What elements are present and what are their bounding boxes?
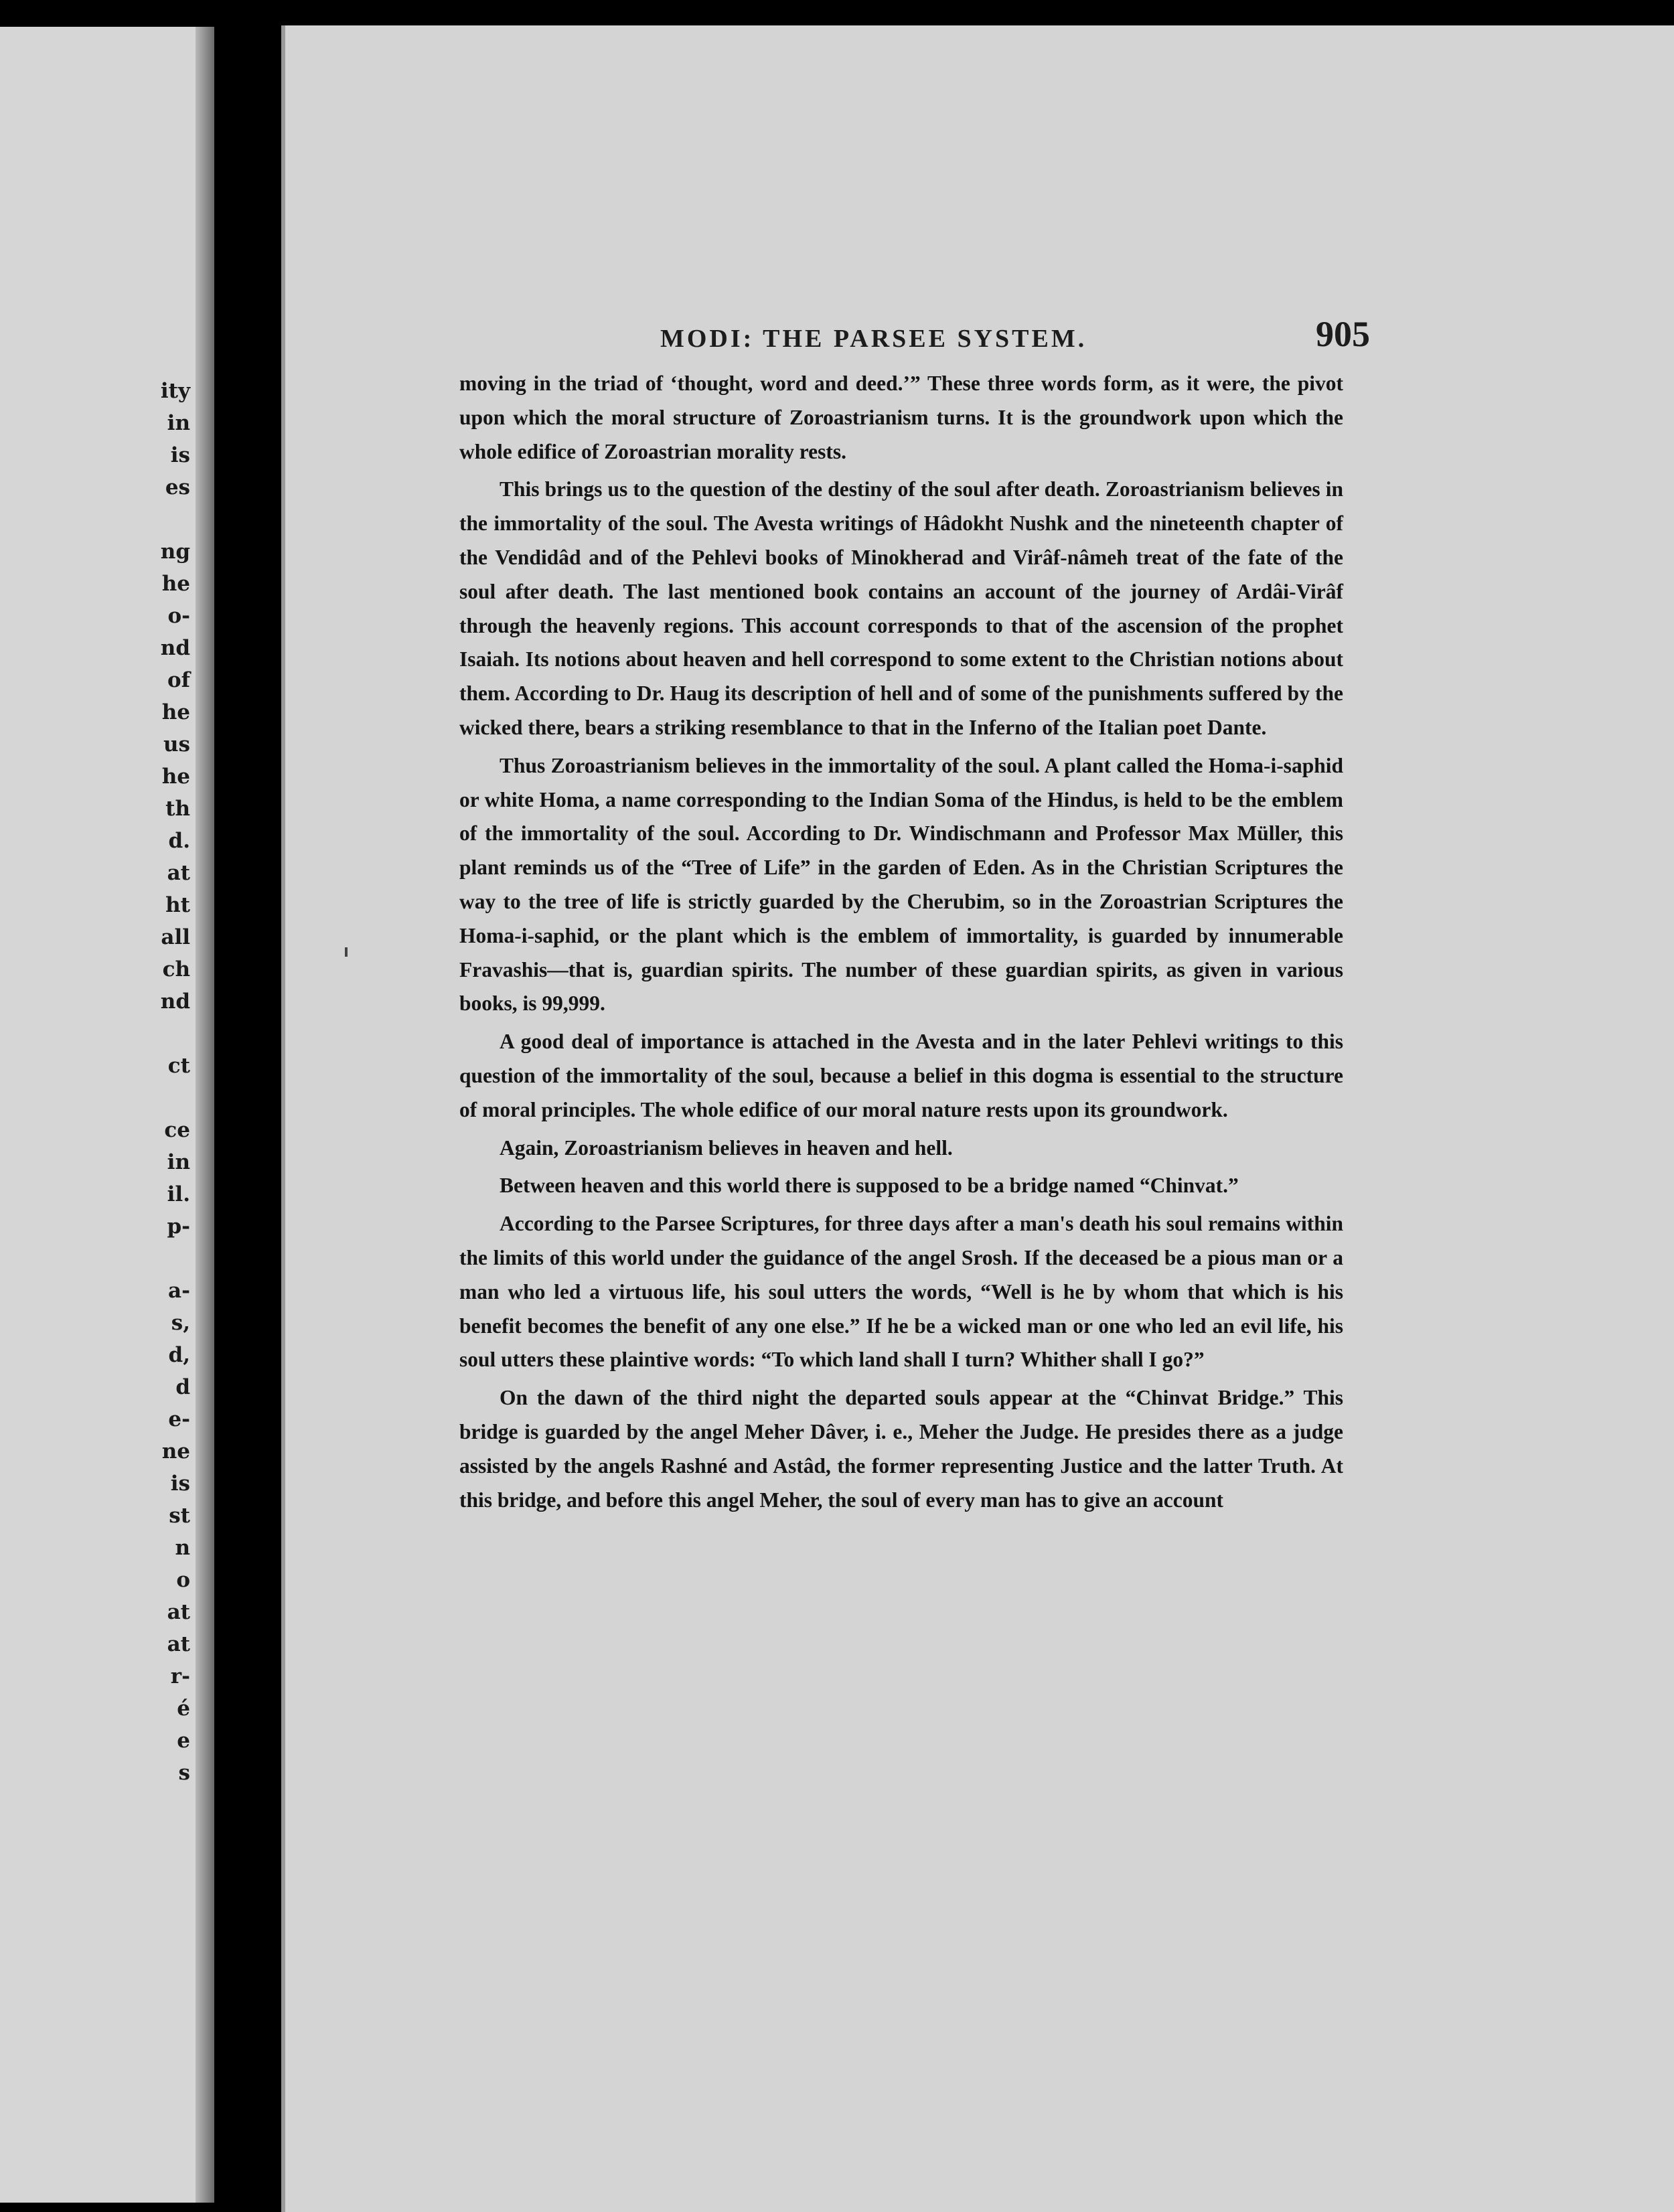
left-fragment: at: [167, 1600, 190, 1624]
paragraph-importance: A good deal of importance is attached in the Avesta and in the later Pehlevi writings to this question of the immortality of the soul, because a belief in this dogma is essential to the structure of moral principles. The whole edifice of our moral nature rests upon its groundwork.: [459, 1030, 1343, 1121]
left-fragment: he: [161, 700, 190, 724]
left-facing-page: [0, 27, 214, 2203]
left-fragment: ity: [160, 379, 190, 403]
left-fragment: e-: [168, 1407, 190, 1431]
paragraph-chinvat-bridge: On the dawn of the third night the departed souls appear at the “Chinvat Bridge.” This bridge is guarded by the angel Meher Dâver, i. e., Meher the Judge. He presides there as a judge assisted by the angels Rashné and Astâd, the former representing Justice and the latter Truth. At this bridge, and before this angel Meher, the soul of every man has to give an account: [459, 1386, 1343, 1512]
scan-speck: [345, 947, 348, 957]
left-fragment: ng: [160, 540, 190, 564]
left-fragment: in: [167, 1150, 190, 1174]
left-fragment: ch: [162, 957, 190, 981]
paragraph-heaven-hell: Again, Zoroastrianism believes in heaven and hell.: [500, 1135, 953, 1160]
paragraph-continuation: moving in the triad of ‘thought, word and deed.’” These three words form, as it were, the pivot upon which the moral structure of Zoroastrianism turns. It is the groundwork upon which the whole edifice of Zoroastrian morality rests.: [459, 372, 1343, 463]
left-fragment: e: [177, 1729, 190, 1753]
left-fragment: a-: [168, 1279, 190, 1303]
left-fragment: ht: [165, 893, 190, 917]
left-fragment: p-: [167, 1214, 190, 1239]
left-fragment: all: [161, 925, 190, 949]
left-fragment: n: [175, 1536, 190, 1560]
right-page: [281, 25, 1674, 2212]
left-fragment: o: [176, 1568, 190, 1592]
left-fragment: é: [177, 1696, 190, 1721]
left-fragment: is: [170, 1472, 190, 1496]
left-fragment: o-: [167, 604, 190, 628]
left-fragment: he: [161, 572, 190, 596]
left-fragment: s,: [171, 1311, 190, 1335]
paragraph-chinvat: Between heaven and this world there is supposed to be a bridge named “Chinvat.”: [500, 1174, 1239, 1198]
left-fragment: il.: [167, 1182, 190, 1206]
running-title: MODI: THE PARSEE SYSTEM.: [660, 325, 1087, 353]
left-fragment: ne: [161, 1439, 190, 1464]
left-fragment: ce: [164, 1118, 190, 1142]
left-fragment: [130, 1018, 190, 1050]
page-number: 905: [1316, 314, 1370, 354]
left-fragment: [130, 503, 190, 536]
paragraph-three-days: According to the Parsee Scriptures, for three days after a man's death his soul remains within the limits of this world under the guidance of the angel Srosh. If the deceased be a pious man or a man who led a virtuous life, his soul utters the words, “Well is he by whom that which is his benefit becomes the benefit of any one else.” If he be a wicked man or one who led an evil life, his soul utters these plaintive words: “To which land shall I turn? Whither shall I go?”: [459, 1212, 1343, 1372]
running-head: [459, 313, 1370, 367]
left-fragment: [130, 1243, 190, 1275]
body-text: [459, 367, 1343, 1517]
left-fragment: is: [170, 443, 190, 467]
left-fragment: th: [165, 797, 190, 821]
left-fragment: s: [178, 1761, 190, 1785]
left-fragment: d,: [168, 1343, 190, 1367]
left-fragment: [130, 1082, 190, 1114]
left-fragment: d.: [168, 829, 190, 853]
left-fragment: in: [167, 411, 190, 435]
left-fragment: at: [167, 1632, 190, 1656]
left-fragment: nd: [160, 636, 190, 660]
left-fragment: d: [175, 1375, 190, 1399]
left-fragment: of: [167, 668, 190, 692]
page-content: [459, 313, 1370, 1521]
paragraph-immortality: Thus Zoroastrianism believes in the immortality of the soul. A plant called the Homa-i-saphid or white Homa, a name corresponding to the Indian Soma of the Hindus, is held to be the emblem of the immortality of the soul. According to Dr. Windischmann and Professor Max Müller, this plant reminds us of the “Tree of Life” in the garden of Eden. As in the Christian Scriptures the way to the tree of life is strictly guarded by the Cherubim, so in the Zoroastrian Scriptures the Homa-i-saphid, or the plant which is the emblem of immortality, is guarded by innumerable Fravashis—that is, guardian spirits. The number of these guardian spirits, as given in various books, is 99,999.: [459, 753, 1343, 1016]
left-fragment: st: [169, 1504, 190, 1528]
left-fragment: es: [165, 475, 190, 499]
left-fragment: r-: [170, 1664, 190, 1688]
left-fragment: at: [167, 861, 190, 885]
gutter-shadow: [196, 27, 214, 2203]
left-fragment: nd: [160, 990, 190, 1014]
left-fragment: he: [161, 765, 190, 789]
left-page-text-fragments: [130, 375, 190, 1789]
left-fragment: ct: [167, 1054, 190, 1078]
left-fragment: us: [163, 732, 190, 757]
paragraph-destiny-of-soul: This brings us to the question of the destiny of the soul after death. Zoroastrianism believes in the immortality of the soul. The Avesta writings of Hâdokht Nushk and the nineteenth chapter of the Vendidâd and of the Pehlevi books of Minokherad and Virâf-nâmeh treat of the fate of the soul after death. The last mentioned book contains an account of the journey of Ardâi-Virâf through the heavenly regions. This account corresponds to that of the ascension of the prophet Isaiah. Its notions about heaven and hell correspond to some extent to the Christian notions about them. According to Dr. Haug its description of hell and of some of the punishments suffered by the wicked there, bears a striking resemblance to that in the Inferno of the Italian poet Dante.: [459, 477, 1343, 739]
